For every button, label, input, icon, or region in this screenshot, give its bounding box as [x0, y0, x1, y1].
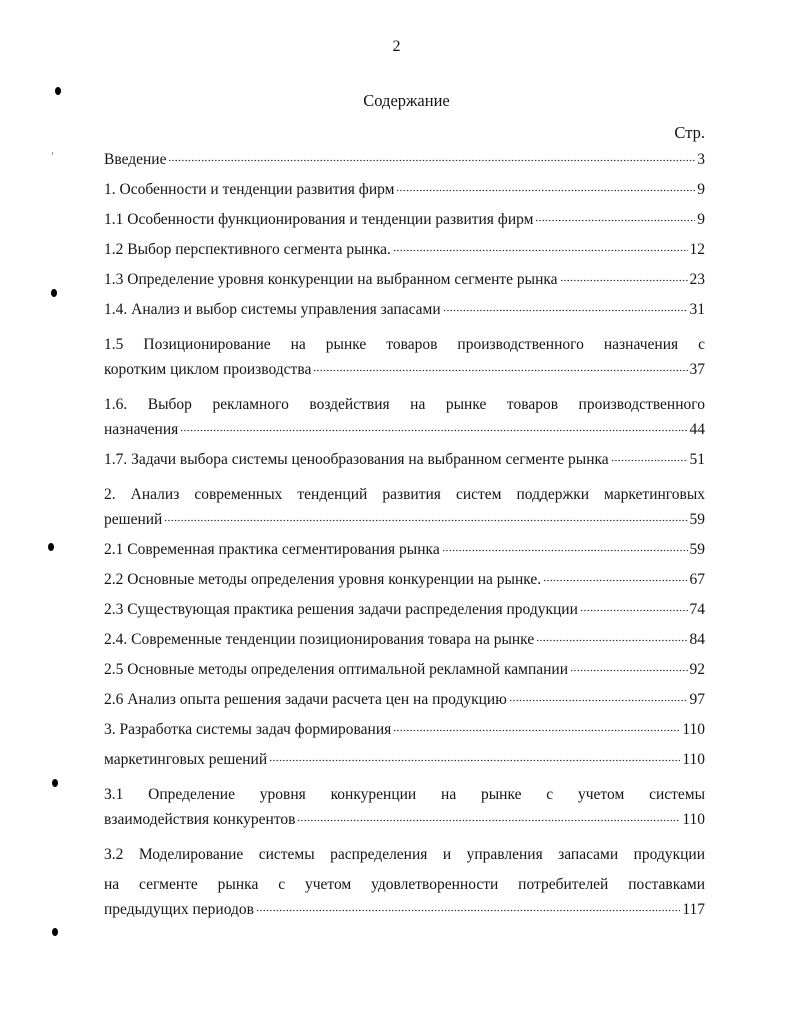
dot-leader — [256, 900, 680, 914]
toc-entry-text: 1. Особенности и тенденции развития фирм — [104, 181, 395, 198]
toc-entry-text: 1.2 Выбор перспективного сегмента рынка. — [104, 241, 391, 258]
toc-entry-text: 3.1 Определение уровня конкуренции на рынке с учетом системы — [104, 786, 705, 803]
toc-page-number: 23 — [689, 271, 705, 288]
binding-hole-mark — [52, 779, 58, 787]
toc-entry — [104, 660, 705, 690]
toc-entry — [104, 630, 705, 660]
dot-leader — [164, 510, 687, 524]
toc-title: Содержание — [363, 91, 450, 110]
toc-entry — [104, 600, 705, 630]
toc-entry — [104, 570, 705, 600]
toc-page-number: 74 — [689, 601, 705, 618]
toc-page-number: 59 — [689, 541, 705, 558]
toc-entry-text: Введение — [104, 151, 167, 168]
toc-entry — [104, 450, 705, 480]
toc-entry — [104, 300, 705, 330]
binding-hole-mark — [48, 543, 54, 551]
toc-page-number: 117 — [682, 901, 705, 918]
dot-leader — [570, 660, 687, 674]
toc-entry — [104, 390, 705, 450]
toc-page-number: 12 — [689, 241, 705, 258]
toc-entry-text: 2.5 Основные методы определения оптимальной рекламной кампании — [104, 661, 569, 678]
toc-entry-text: 1.3 Определение уровня конкуренции на выбранном сегменте рынка — [104, 271, 558, 288]
toc-entry-text: 2.3 Существующая практика решения задачи распределения продукции — [104, 601, 578, 618]
toc-entry — [104, 480, 705, 540]
dot-leader — [269, 750, 680, 764]
toc-entry — [104, 750, 705, 780]
toc-entry-text: 2.1 Современная практика сегментирования рынка — [104, 541, 440, 558]
toc-entry — [104, 840, 705, 930]
toc-entry-text: 1.4. Анализ и выбор системы управления запасами — [104, 301, 441, 318]
toc-entry-text: 2.2 Основные методы определения уровня конкуренции на рынке. — [104, 571, 542, 588]
toc-page-number: 44 — [689, 421, 705, 438]
table-of-contents — [104, 150, 705, 930]
toc-entry — [104, 270, 705, 300]
toc-entry-text: 1.1 Особенности функционирования и тенденции развития фирм — [104, 211, 534, 228]
toc-entry-text: предыдущих периодов — [104, 901, 254, 918]
toc-entry-text: назначения — [104, 421, 179, 438]
toc-entry-text: 1.5 Позиционирование на рынке товаров производственного назначения с — [104, 336, 705, 353]
toc-page-number: 31 — [689, 301, 705, 318]
dot-leader — [393, 240, 688, 254]
dot-leader — [180, 420, 687, 434]
toc-entry — [104, 330, 705, 390]
dot-leader — [580, 600, 688, 614]
toc-entry-text: 2. Анализ современных тенденций развития систем поддержки маркетинговых — [104, 486, 705, 503]
dot-leader — [168, 150, 695, 164]
dot-leader — [560, 270, 688, 284]
toc-page-number: 3 — [697, 151, 705, 168]
scan-speck — [52, 152, 53, 155]
toc-entry-text: на сегменте рынка с учетом удовлетворенности потребителей поставками — [104, 876, 705, 893]
toc-entry — [104, 180, 705, 210]
toc-entry-text: 2.6 Анализ опыта решения задачи расчета цен на продукцию — [104, 691, 507, 708]
dot-leader — [396, 180, 695, 194]
toc-entry-text: взаимодействия конкурентов — [104, 811, 296, 828]
dot-leader — [297, 810, 680, 824]
toc-entry — [104, 210, 705, 240]
toc-page-number: 110 — [682, 811, 705, 828]
toc-page-number: 97 — [689, 691, 705, 708]
toc-entry-text: решений — [104, 511, 163, 528]
toc-entry-text: 1.7. Задачи выбора системы ценообразования на выбранном сегменте рынка — [104, 451, 609, 468]
toc-page-number: 92 — [689, 661, 705, 678]
toc-entry-text: 3.2 Моделирование системы распределения и управления запасами продукции — [104, 846, 705, 863]
dot-leader — [611, 450, 688, 464]
dot-leader — [536, 630, 687, 644]
dot-leader — [442, 540, 688, 554]
toc-page-number: 9 — [697, 211, 705, 228]
toc-entry — [104, 540, 705, 570]
dot-leader — [543, 570, 687, 584]
toc-entry-text: маркетинговых решений — [104, 751, 268, 768]
toc-page-number: 110 — [682, 751, 705, 768]
toc-page-number: 110 — [682, 721, 705, 738]
toc-entry — [104, 240, 705, 270]
binding-hole-mark — [51, 289, 57, 297]
toc-page-number: 37 — [689, 361, 705, 378]
toc-page-number: 84 — [689, 631, 705, 648]
toc-page-number: 9 — [697, 181, 705, 198]
page-number: 2 — [392, 38, 401, 55]
toc-entry-text: коротким циклом производства — [104, 361, 312, 378]
dot-leader — [535, 210, 695, 224]
dot-leader — [509, 690, 688, 704]
toc-entry — [104, 150, 705, 180]
dot-leader — [393, 720, 680, 734]
toc-page-number: 51 — [689, 451, 705, 468]
binding-hole-mark — [52, 928, 58, 936]
toc-entry — [104, 780, 705, 840]
pages-column-header: Стр. — [674, 123, 705, 142]
binding-hole-mark — [55, 87, 61, 95]
toc-entry-text: 2.4. Современные тенденции позиционирования товара на рынке — [104, 631, 535, 648]
toc-entry-text: 1.6. Выбор рекламного воздействия на рынке товаров производственного — [104, 396, 705, 413]
toc-page-number: 67 — [689, 571, 705, 588]
toc-entry — [104, 720, 705, 750]
dot-leader — [313, 360, 687, 374]
dot-leader — [443, 300, 688, 314]
toc-entry — [104, 690, 705, 720]
toc-entry-text: 3. Разработка системы задач формирования — [104, 721, 392, 738]
toc-page-number: 59 — [689, 511, 705, 528]
